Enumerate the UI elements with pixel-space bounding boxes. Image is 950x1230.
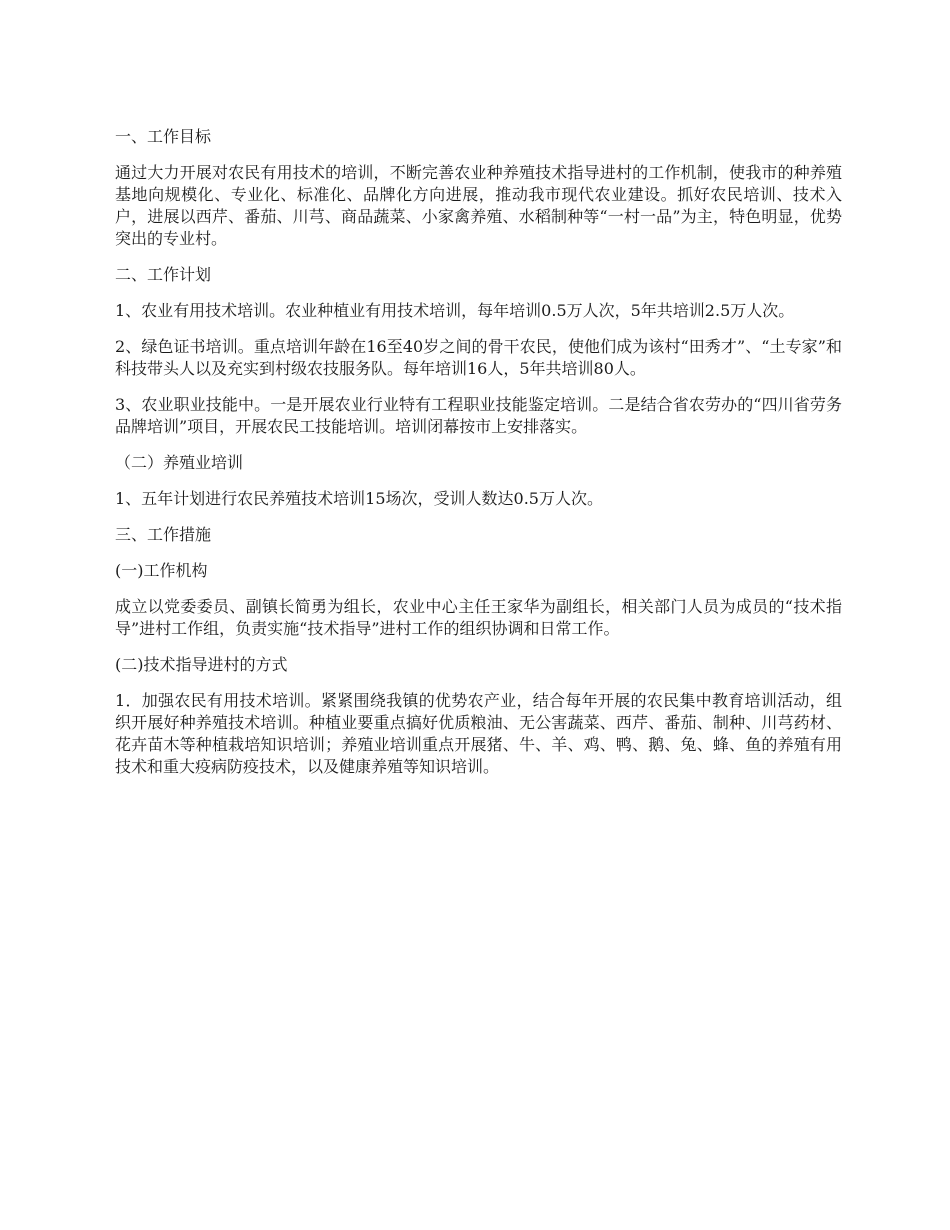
paragraph-organization-text: 成立以党委委员、副镇长简勇为组长，农业中心主任王家华为副组长，相关部门人员为成员的“技术指导”进村工作组，负责实施“技术指导”进村工作的组织协调和日常工作。 xyxy=(115,597,842,638)
paragraph-plan-item-2: 2、绿色证书培训。重点培训年龄在16至40岁之间的骨干农民，使他们成为该村“田秀才”、“土专家”和科技带头人以及充实到村级农技服务队。每年培训16人，5年共培训80人。 xyxy=(115,337,842,378)
paragraph-goals-text: 通过大力开展对农民有用技术的培训，不断完善农业种养殖技术指导进村的工作机制，使我市的种养殖基地向规模化、专业化、标准化、品牌化方向进展，推动我市现代农业建设。抓好农民培训、技术入户，进展以西芹、番茄、川芎、商品蔬菜、小家禽养殖、水稻制种等“一村一品”为主，特色明显，优势突出的专业村。 xyxy=(115,163,842,248)
heading-work-organization: (一)工作机构 xyxy=(115,561,208,580)
paragraph-plan-item-1: 1、农业有用技术培训。农业种植业有用技术培训，每年培训0.5万人次，5年共培训2.5万人次。 xyxy=(115,301,795,320)
heading-guidance-methods: (二)技术指导进村的方式 xyxy=(115,655,288,674)
paragraph-breeding-item-1: 1、五年计划进行农民养殖技术培训15场次，受训人数达0.5万人次。 xyxy=(115,489,603,508)
paragraph-guidance-item-1: 1．加强农民有用技术培训。紧紧围绕我镇的优势农产业，结合每年开展的农民集中教育培训活动，组织开展好种养殖技术培训。种植业要重点搞好优质粮油、无公害蔬菜、西芹、番茄、制种、川芎药材、花卉苗木等种植栽培知识培训；养殖业培训重点开展猪、牛、羊、鸡、鸭、鹅、兔、蜂、鱼的养殖有用技术和重大疫病防疫技术，以及健康养殖等知识培训。 xyxy=(115,691,842,776)
paragraph-plan-item-3: 3、农业职业技能中。一是开展农业行业特有工程职业技能鉴定培训。二是结合省农劳办的“四川省劳务品牌培训”项目，开展农民工技能培训。培训闭幕按市上安排落实。 xyxy=(115,395,842,436)
heading-work-measures: 三、工作措施 xyxy=(115,525,212,544)
document-body xyxy=(115,126,842,792)
heading-work-plan: 二、工作计划 xyxy=(115,265,212,284)
heading-work-goals: 一、工作目标 xyxy=(115,127,212,146)
heading-breeding-training: （二）养殖业培训 xyxy=(115,453,244,472)
